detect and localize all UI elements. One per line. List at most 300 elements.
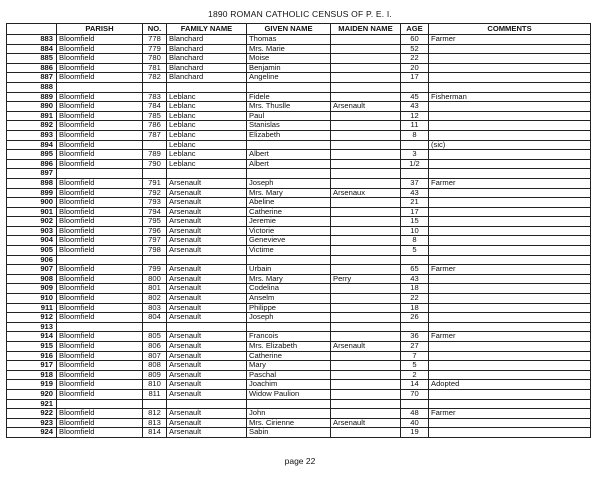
table-row (7, 44, 591, 54)
row-number-cell: 922 (7, 409, 57, 419)
given-name-cell: Paul (247, 111, 331, 121)
maiden-name-cell (331, 92, 401, 102)
table-row (7, 428, 591, 438)
maiden-name-cell (331, 246, 401, 256)
parish-cell: Bloomfield (57, 428, 143, 438)
table-row (7, 188, 591, 198)
parish-cell: Bloomfield (57, 389, 143, 399)
age-cell: 10 (401, 226, 429, 236)
maiden-name-cell (331, 303, 401, 313)
comments-cell (429, 159, 591, 169)
parish-cell: Bloomfield (57, 140, 143, 150)
age-cell: 37 (401, 178, 429, 188)
row-number-cell: 921 (7, 399, 57, 409)
household-no-cell: 804 (143, 313, 167, 323)
table-row (7, 409, 591, 419)
comments-cell: Adopted (429, 380, 591, 390)
family-name-cell: Leblanc (167, 121, 247, 131)
comments-cell (429, 73, 591, 83)
household-no-cell: 785 (143, 111, 167, 121)
parish-cell: Bloomfield (57, 178, 143, 188)
table-row (7, 111, 591, 121)
comments-cell (429, 226, 591, 236)
given-name-cell: Genevieve (247, 236, 331, 246)
parish-cell: Bloomfield (57, 332, 143, 342)
row-number-cell: 911 (7, 303, 57, 313)
row-number-cell: 892 (7, 121, 57, 131)
household-no-cell: 786 (143, 121, 167, 131)
household-no-cell: 782 (143, 73, 167, 83)
family-name-cell: Arsenault (167, 361, 247, 371)
age-cell: 2 (401, 370, 429, 380)
age-cell: 3 (401, 150, 429, 160)
given-name-cell: Albert (247, 159, 331, 169)
family-name-cell: Arsenault (167, 246, 247, 256)
maiden-name-cell (331, 389, 401, 399)
parish-cell: Bloomfield (57, 294, 143, 304)
household-no-cell: 796 (143, 226, 167, 236)
household-no-cell: 811 (143, 389, 167, 399)
comments-cell (429, 370, 591, 380)
household-no-cell: 808 (143, 361, 167, 371)
row-number-cell: 891 (7, 111, 57, 121)
table-row (7, 178, 591, 188)
parish-cell: Bloomfield (57, 265, 143, 275)
household-no-cell (143, 322, 167, 332)
comments-cell (429, 322, 591, 332)
table-row (7, 207, 591, 217)
household-no-cell: 783 (143, 92, 167, 102)
household-no-cell: 779 (143, 44, 167, 54)
given-name-cell: Elizabeth (247, 130, 331, 140)
maiden-name-cell (331, 198, 401, 208)
household-no-cell: 814 (143, 428, 167, 438)
table-row (7, 418, 591, 428)
maiden-name-cell (331, 63, 401, 73)
comments-cell (429, 217, 591, 227)
row-number-cell: 919 (7, 380, 57, 390)
family-name-cell: Leblanc (167, 130, 247, 140)
household-no-cell: 792 (143, 188, 167, 198)
family-name-cell: Arsenault (167, 313, 247, 323)
given-name-cell: John (247, 409, 331, 419)
household-no-cell: 780 (143, 54, 167, 64)
family-name-cell (167, 82, 247, 92)
header-comments: COMMENTS (429, 24, 591, 35)
household-no-cell: 778 (143, 35, 167, 45)
header-maiden-name: MAIDEN NAME (331, 24, 401, 35)
family-name-cell: Leblanc (167, 140, 247, 150)
parish-cell: Bloomfield (57, 73, 143, 83)
household-no-cell: 797 (143, 236, 167, 246)
household-no-cell (143, 169, 167, 179)
page-number: page 22 (284, 456, 316, 466)
household-no-cell (143, 82, 167, 92)
maiden-name-cell (331, 159, 401, 169)
given-name-cell: Victorie (247, 226, 331, 236)
table-row (7, 313, 591, 323)
row-number-cell: 920 (7, 389, 57, 399)
parish-cell (57, 169, 143, 179)
given-name-cell: Catherine (247, 351, 331, 361)
household-no-cell: 789 (143, 150, 167, 160)
maiden-name-cell (331, 169, 401, 179)
header-row (7, 24, 591, 35)
comments-cell: Farmer (429, 409, 591, 419)
parish-cell: Bloomfield (57, 188, 143, 198)
family-name-cell: Arsenault (167, 236, 247, 246)
row-number-cell: 923 (7, 418, 57, 428)
parish-cell: Bloomfield (57, 303, 143, 313)
maiden-name-cell (331, 409, 401, 419)
household-no-cell: 791 (143, 178, 167, 188)
age-cell: 70 (401, 389, 429, 399)
age-cell (401, 140, 429, 150)
table-row (7, 217, 591, 227)
parish-cell: Bloomfield (57, 409, 143, 419)
given-name-cell: Philippe (247, 303, 331, 313)
household-no-cell: 810 (143, 380, 167, 390)
header-age: AGE (401, 24, 429, 35)
given-name-cell: Widow Paulion (247, 389, 331, 399)
family-name-cell: Arsenault (167, 198, 247, 208)
table-row (7, 140, 591, 150)
parish-cell: Bloomfield (57, 35, 143, 45)
family-name-cell: Arsenault (167, 188, 247, 198)
parish-cell: Bloomfield (57, 111, 143, 121)
family-name-cell: Arsenault (167, 418, 247, 428)
row-number-cell: 904 (7, 236, 57, 246)
given-name-cell (247, 399, 331, 409)
row-number-cell: 918 (7, 370, 57, 380)
household-no-cell: 805 (143, 332, 167, 342)
family-name-cell: Blanchard (167, 73, 247, 83)
maiden-name-cell (331, 44, 401, 54)
family-name-cell: Leblanc (167, 92, 247, 102)
header-family-name: FAMILY NAME (167, 24, 247, 35)
given-name-cell: Mary (247, 361, 331, 371)
comments-cell (429, 150, 591, 160)
maiden-name-cell (331, 428, 401, 438)
household-no-cell: 798 (143, 246, 167, 256)
household-no-cell (143, 140, 167, 150)
maiden-name-cell (331, 332, 401, 342)
family-name-cell: Arsenault (167, 265, 247, 275)
given-name-cell: Moise (247, 54, 331, 64)
given-name-cell: Joachim (247, 380, 331, 390)
maiden-name-cell (331, 217, 401, 227)
maiden-name-cell (331, 35, 401, 45)
age-cell: 65 (401, 265, 429, 275)
household-no-cell (143, 255, 167, 265)
family-name-cell: Arsenault (167, 332, 247, 342)
row-number-cell: 890 (7, 102, 57, 112)
row-number-cell: 900 (7, 198, 57, 208)
comments-cell (429, 54, 591, 64)
age-cell: 22 (401, 54, 429, 64)
household-no-cell: 794 (143, 207, 167, 217)
table-row (7, 274, 591, 284)
age-cell: 12 (401, 111, 429, 121)
table-row (7, 92, 591, 102)
comments-cell (429, 255, 591, 265)
household-no-cell: 803 (143, 303, 167, 313)
family-name-cell: Arsenault (167, 294, 247, 304)
age-cell: 7 (401, 351, 429, 361)
family-name-cell: Blanchard (167, 63, 247, 73)
row-number-cell: 924 (7, 428, 57, 438)
maiden-name-cell (331, 322, 401, 332)
row-number-cell: 888 (7, 82, 57, 92)
parish-cell (57, 82, 143, 92)
row-number-cell: 902 (7, 217, 57, 227)
table-row (7, 303, 591, 313)
given-name-cell: Joseph (247, 313, 331, 323)
maiden-name-cell (331, 284, 401, 294)
row-number-cell: 884 (7, 44, 57, 54)
household-no-cell: 812 (143, 409, 167, 419)
given-name-cell: Paschal (247, 370, 331, 380)
row-number-cell: 889 (7, 92, 57, 102)
family-name-cell: Arsenault (167, 284, 247, 294)
household-no-cell: 806 (143, 342, 167, 352)
parish-cell (57, 322, 143, 332)
maiden-name-cell (331, 265, 401, 275)
given-name-cell: Stanislas (247, 121, 331, 131)
comments-cell: Farmer (429, 35, 591, 45)
parish-cell: Bloomfield (57, 418, 143, 428)
given-name-cell: Albert (247, 150, 331, 160)
maiden-name-cell (331, 236, 401, 246)
age-cell: 18 (401, 284, 429, 294)
age-cell: 5 (401, 246, 429, 256)
comments-cell (429, 361, 591, 371)
comments-cell (429, 351, 591, 361)
household-no-cell: 781 (143, 63, 167, 73)
family-name-cell: Arsenault (167, 370, 247, 380)
comments-cell (429, 169, 591, 179)
table-row (7, 380, 591, 390)
comments-cell (429, 399, 591, 409)
family-name-cell: Leblanc (167, 102, 247, 112)
comments-cell (429, 294, 591, 304)
table-row (7, 54, 591, 64)
row-number-cell: 907 (7, 265, 57, 275)
age-cell: 8 (401, 130, 429, 140)
maiden-name-cell (331, 150, 401, 160)
parish-cell: Bloomfield (57, 63, 143, 73)
row-number-cell: 887 (7, 73, 57, 83)
parish-cell: Bloomfield (57, 217, 143, 227)
maiden-name-cell: Arsenault (331, 342, 401, 352)
row-number-cell: 903 (7, 226, 57, 236)
age-cell: 27 (401, 342, 429, 352)
comments-cell (429, 82, 591, 92)
parish-cell: Bloomfield (57, 226, 143, 236)
comments-cell (429, 44, 591, 54)
comments-cell (429, 236, 591, 246)
parish-cell: Bloomfield (57, 102, 143, 112)
parish-cell: Bloomfield (57, 274, 143, 284)
given-name-cell (247, 140, 331, 150)
table-row (7, 82, 591, 92)
parish-cell: Bloomfield (57, 44, 143, 54)
census-body (7, 35, 591, 438)
age-cell: 48 (401, 409, 429, 419)
family-name-cell: Arsenault (167, 380, 247, 390)
household-no-cell: 800 (143, 274, 167, 284)
given-name-cell: Mrs. Thuslle (247, 102, 331, 112)
maiden-name-cell (331, 313, 401, 323)
family-name-cell: Arsenault (167, 226, 247, 236)
table-row (7, 246, 591, 256)
age-cell: 52 (401, 44, 429, 54)
age-cell: 17 (401, 73, 429, 83)
maiden-name-cell (331, 226, 401, 236)
comments-cell (429, 313, 591, 323)
table-row (7, 284, 591, 294)
maiden-name-cell (331, 82, 401, 92)
comments-cell (429, 188, 591, 198)
given-name-cell (247, 82, 331, 92)
family-name-cell: Blanchard (167, 35, 247, 45)
table-row (7, 121, 591, 131)
maiden-name-cell: Arsenaux (331, 188, 401, 198)
age-cell (401, 399, 429, 409)
comments-cell (429, 198, 591, 208)
row-number-cell: 916 (7, 351, 57, 361)
table-row (7, 236, 591, 246)
given-name-cell: Anselm (247, 294, 331, 304)
parish-cell: Bloomfield (57, 313, 143, 323)
age-cell: 60 (401, 35, 429, 45)
table-row (7, 130, 591, 140)
given-name-cell: Mrs. Mary (247, 188, 331, 198)
given-name-cell: Thomas (247, 35, 331, 45)
parish-cell: Bloomfield (57, 150, 143, 160)
table-row (7, 102, 591, 112)
family-name-cell: Blanchard (167, 54, 247, 64)
household-no-cell: 793 (143, 198, 167, 208)
parish-cell (57, 255, 143, 265)
maiden-name-cell: Arsenault (331, 102, 401, 112)
household-no-cell: 809 (143, 370, 167, 380)
row-number-cell: 893 (7, 130, 57, 140)
comments-cell (429, 389, 591, 399)
age-cell: 20 (401, 63, 429, 73)
table-row (7, 389, 591, 399)
parish-cell: Bloomfield (57, 351, 143, 361)
family-name-cell: Arsenault (167, 351, 247, 361)
maiden-name-cell: Perry (331, 274, 401, 284)
household-no-cell: 801 (143, 284, 167, 294)
maiden-name-cell (331, 73, 401, 83)
row-number-cell: 912 (7, 313, 57, 323)
age-cell: 17 (401, 207, 429, 217)
given-name-cell: Codelina (247, 284, 331, 294)
age-cell: 19 (401, 428, 429, 438)
page-title: 1890 ROMAN CATHOLIC CENSUS OF P. E. I. (208, 9, 392, 19)
family-name-cell (167, 169, 247, 179)
row-number-cell: 885 (7, 54, 57, 64)
maiden-name-cell (331, 370, 401, 380)
parish-cell: Bloomfield (57, 207, 143, 217)
row-number-cell: 901 (7, 207, 57, 217)
family-name-cell: Leblanc (167, 159, 247, 169)
household-no-cell (143, 399, 167, 409)
table-row (7, 342, 591, 352)
row-number-cell: 910 (7, 294, 57, 304)
family-name-cell: Arsenault (167, 178, 247, 188)
parish-cell: Bloomfield (57, 121, 143, 131)
family-name-cell: Arsenault (167, 428, 247, 438)
parish-cell: Bloomfield (57, 54, 143, 64)
given-name-cell: Catherine (247, 207, 331, 217)
family-name-cell: Arsenault (167, 217, 247, 227)
parish-cell: Bloomfield (57, 342, 143, 352)
given-name-cell: Mrs. Cirienne (247, 418, 331, 428)
given-name-cell: Fidele (247, 92, 331, 102)
row-number-cell: 883 (7, 35, 57, 45)
household-no-cell: 799 (143, 265, 167, 275)
header-parish: PARISH (57, 24, 143, 35)
table-row (7, 399, 591, 409)
parish-cell: Bloomfield (57, 284, 143, 294)
maiden-name-cell (331, 178, 401, 188)
family-name-cell: Leblanc (167, 111, 247, 121)
maiden-name-cell (331, 121, 401, 131)
row-number-cell: 913 (7, 322, 57, 332)
family-name-cell (167, 399, 247, 409)
age-cell: 43 (401, 274, 429, 284)
comments-cell (429, 428, 591, 438)
given-name-cell (247, 169, 331, 179)
family-name-cell (167, 322, 247, 332)
age-cell: 8 (401, 236, 429, 246)
age-cell (401, 82, 429, 92)
age-cell: 5 (401, 361, 429, 371)
comments-cell (429, 342, 591, 352)
table-row (7, 351, 591, 361)
parish-cell: Bloomfield (57, 246, 143, 256)
age-cell: 21 (401, 198, 429, 208)
maiden-name-cell (331, 54, 401, 64)
age-cell: 40 (401, 418, 429, 428)
family-name-cell: Leblanc (167, 150, 247, 160)
comments-cell (429, 207, 591, 217)
comments-cell (429, 284, 591, 294)
age-cell: 43 (401, 102, 429, 112)
row-number-cell: 895 (7, 150, 57, 160)
table-row (7, 73, 591, 83)
table-row (7, 226, 591, 236)
table-row (7, 63, 591, 73)
maiden-name-cell (331, 130, 401, 140)
table-row (7, 361, 591, 371)
row-number-cell: 898 (7, 178, 57, 188)
table-row (7, 265, 591, 275)
row-number-cell: 897 (7, 169, 57, 179)
family-name-cell (167, 255, 247, 265)
maiden-name-cell (331, 207, 401, 217)
table-row (7, 255, 591, 265)
household-no-cell: 784 (143, 102, 167, 112)
row-number-cell: 917 (7, 361, 57, 371)
parish-cell: Bloomfield (57, 159, 143, 169)
row-number-cell: 899 (7, 188, 57, 198)
household-no-cell: 787 (143, 130, 167, 140)
comments-cell (429, 63, 591, 73)
